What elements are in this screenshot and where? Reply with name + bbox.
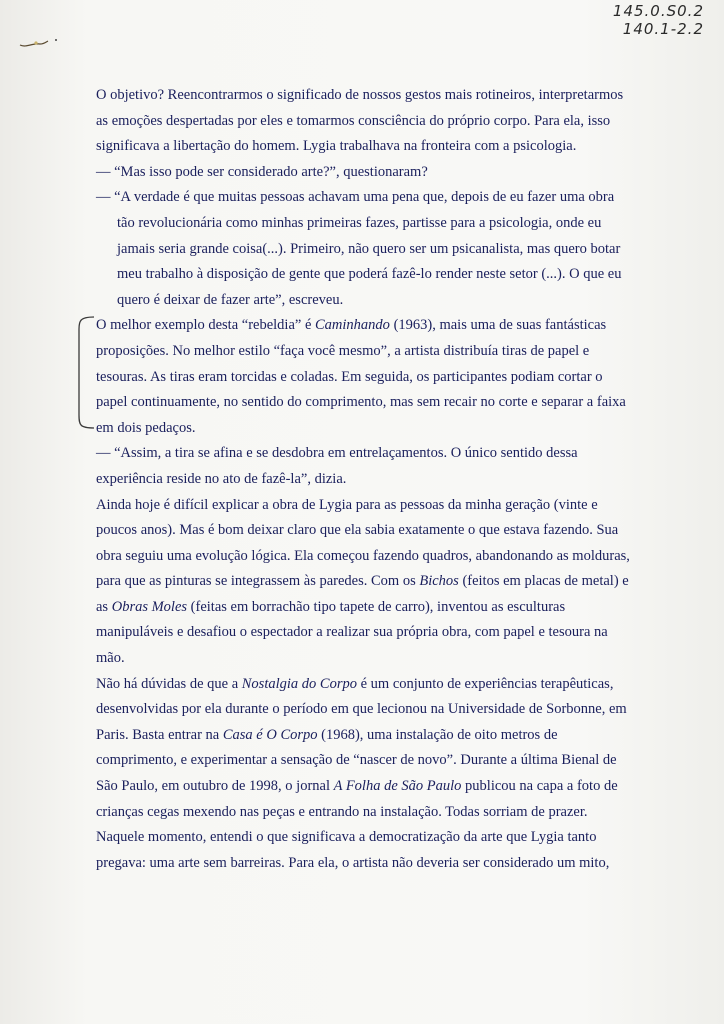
text-line: as emoções despertadas por eles e tomarmos consciência do próprio corpo. Para ela, isso (96, 112, 611, 129)
text-line: as Obras Moles (feitas em borrachão tipo tapete de carro), inventou as esculturas (96, 598, 566, 615)
text-line: — “Mas isso pode ser considerado arte?”, questionaram? (96, 163, 428, 180)
text-line: pregava: uma arte sem barreiras. Para ela, o artista não deveria ser considerado um mito, (96, 854, 610, 871)
ink-mark-icon (18, 36, 58, 50)
text-line: O melhor exemplo desta “rebeldia” é Caminhando (1963), mais uma de suas fantásticas (96, 317, 607, 334)
text-line: mão. (96, 650, 125, 667)
text-line: meu trabalho à disposição de gente que poderá fazê-lo render neste setor (...). O que eu (117, 266, 622, 283)
text-line: tesouras. As tiras eram torcidas e coladas. Em seguida, os participantes podiam cortar o (96, 368, 603, 385)
text-line: obra seguiu uma evolução lógica. Ela começou fazendo quadros, abandonando as molduras, (96, 547, 630, 564)
text-line: tão revolucionária como minhas primeiras fazes, partisse para a psicologia, onde eu (117, 214, 602, 231)
reference-code: 145.0.S0.2 (612, 2, 704, 20)
margin-bracket-icon (74, 315, 96, 431)
text-line: Naquele momento, entendi o que significava a democratização da arte que Lygia tanto (96, 829, 597, 846)
text-line: em dois pedaços. (96, 419, 196, 436)
text-line: jamais seria grande coisa(...). Primeiro, não quero ser um psicanalista, mas quero botar (117, 240, 621, 257)
text-line: São Paulo, em outubro de 1998, o jornal A Folha de São Paulo publicou na capa a foto de (96, 778, 618, 795)
text-line: para que as pinturas se integrassem às paredes. Com os Bichos (feitos em placas de metal) e (96, 573, 629, 590)
text-line: significava a libertação do homem. Lygia trabalhava na fronteira com a psicologia. (96, 138, 577, 155)
text-line: desenvolvidas por ela durante o período em que lecionou na Universidade de Sorbonne, em (96, 701, 627, 718)
body-text (96, 83, 656, 876)
text-line: crianças cegas mexendo nas peças e entrando na instalação. Todas sorriam de prazer. (96, 803, 588, 820)
text-line: proposições. No melhor estilo “faça você mesmo”, a artista distribuía tiras de papel e (96, 342, 590, 359)
text-line: poucos anos). Mas é bom deixar claro que ela sabia exatamente o que estava fazendo. Sua (96, 522, 619, 539)
reference-code: 140.1-2.2 (622, 20, 704, 38)
text-line: experiência reside no ato de fazê-la”, dizia. (96, 470, 347, 487)
text-line: O objetivo? Reencontrarmos o significado de nossos gestos mais rotineiros, interpretarmos (96, 87, 624, 103)
text-line: Ainda hoje é difícil explicar a obra de Lygia para as pessoas da minha geração (vinte e (96, 496, 598, 513)
text-line: papel continuamente, no sentido do comprimento, mas sem recair no corte e separar a faixa (96, 394, 626, 411)
text-line: — “A verdade é que muitas pessoas achavam uma pena que, depois de eu fazer uma obra (96, 189, 615, 206)
text-line: manipuláveis e desafiou o espectador a realizar sua própria obra, com papel e tesoura na (96, 624, 608, 641)
text-line: Não há dúvidas de que a Nostalgia do Corpo é um conjunto de experiências terapêuticas, (96, 675, 614, 692)
text-line: — “Assim, a tira se afina e se desdobra em entrelaçamentos. O único sentido dessa (96, 445, 578, 462)
text-line: Paris. Basta entrar na Casa é O Corpo (1968), uma instalação de oito metros de (96, 726, 558, 743)
text-line: quero é deixar de fazer arte”, escreveu. (117, 291, 344, 308)
text-line: comprimento, e experimentar a sensação de “nascer de novo”. Durante a última Bienal de (96, 752, 617, 769)
